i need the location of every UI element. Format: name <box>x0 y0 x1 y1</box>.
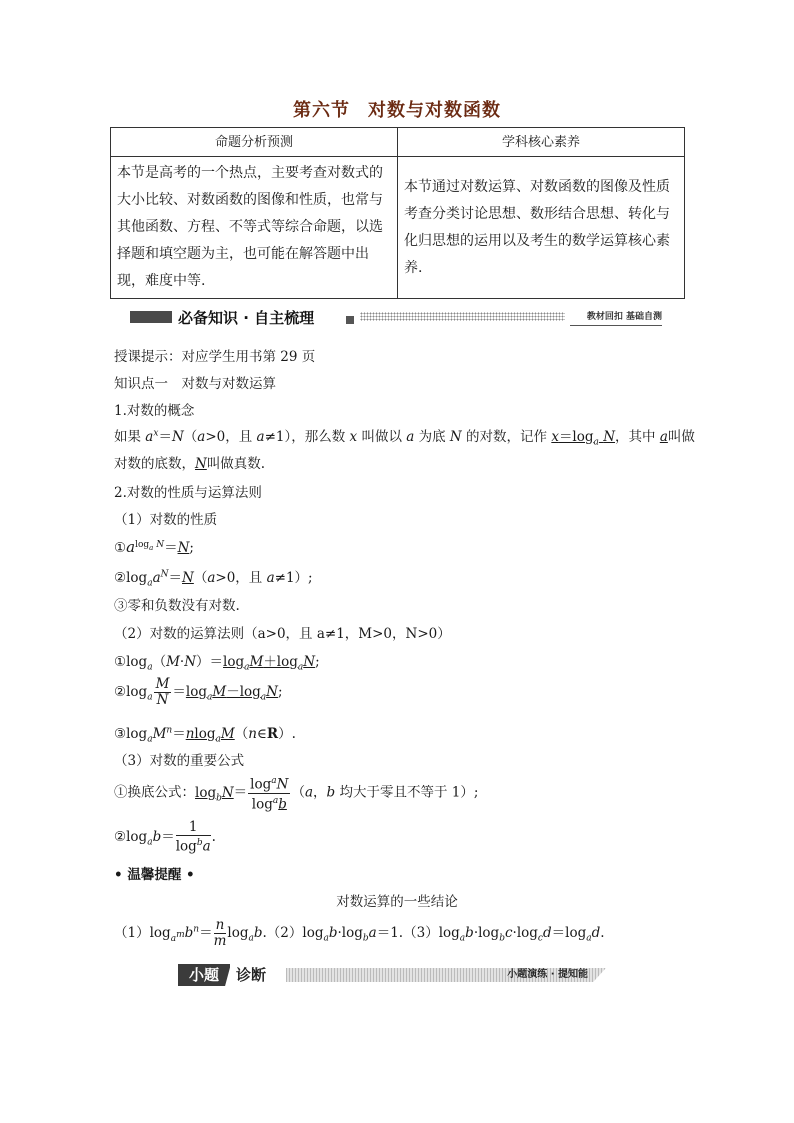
tip-heading: • 温馨提醒 • <box>114 867 195 883</box>
definition-line: 对数的底数，N叫做真数. <box>114 456 266 472</box>
diagnosis-banner <box>178 964 618 986</box>
section-topic: 对数与对数函数 <box>368 100 501 121</box>
formula: $②\log_ab=$ $\frac{1}{\log^ba}$ . <box>114 819 216 855</box>
knowledge-point-heading: 知识点一 对数与对数运算 <box>114 376 276 392</box>
formula: $①\log_a(M\cdot N)=\log_aM+\log_aN$; <box>114 654 320 673</box>
diagnosis-right: 诊断 <box>236 966 267 984</box>
subheading: 2.对数的性质与运算法则 <box>114 485 262 501</box>
paragraph: （3）对数的重要公式 <box>114 753 245 769</box>
section-number: 第六节 <box>293 100 350 121</box>
subheading: 1.对数的概念 <box>114 403 195 419</box>
table-header: 命题分析预测 <box>111 128 398 157</box>
formula: $②\log_a$ $\frac{M}{N}$ $=\log_aM-\log_aN$; <box>114 676 283 708</box>
formula: $①a^{log_a N}=N$; <box>114 538 194 556</box>
banner-dots <box>360 312 565 321</box>
intro-table <box>110 127 685 299</box>
diagnosis-subtitle: 小题演练 · 提知能 <box>507 969 588 980</box>
diagnosis-left: 小题 <box>178 964 230 986</box>
paragraph: （1）对数的性质 <box>114 512 218 528</box>
definition-line: 如果 $a^x=N(a>0$，且 a≠1），那么数 x 叫做以 a 为底 N 的对数，记作 $x=\log_a$ N，其中 a叫做 <box>114 428 695 448</box>
banner-bar <box>130 311 172 323</box>
paragraph: （2）对数的运算法则（a>0，且 a≠1，M>0，N>0） <box>114 626 451 642</box>
tip-title: 对数运算的一些结论 <box>336 894 458 910</box>
table-header: 学科核心素养 <box>398 128 685 157</box>
page-title <box>0 96 794 122</box>
formula: ①换底公式：$\log_bN=$ $\frac{\log^aN}{\log^ab}$ （a，b 均大于零且不等于 1）; <box>114 776 479 812</box>
section-banner <box>130 307 662 329</box>
hint-line: 授课提示：对应学生用书第 29 页 <box>114 349 316 365</box>
formula: $②\log_aa^N=N(a>0$，且 a≠1）; <box>114 569 313 589</box>
banner-square <box>346 316 354 324</box>
paragraph: ③零和负数没有对数. <box>114 598 240 614</box>
formula: $③\log_aM^n=nlog_aM(n\in R)$. <box>114 725 296 745</box>
table-cell: 本节通过对数运算、对数函数的图像及性质考查分类讨论思想、数形结合思想、转化与化归思想的运用以及考生的数学运算核心素养. <box>398 157 685 299</box>
formula: $(1)\log_{a^m}b^n=$ $\frac{n}{m}$ $\log_ab.(2)\log_ab\cdot\log_ba=1.(3)\log_ab\cdot\log_bc\cdot\log_cd=\log_ad$. <box>114 917 605 949</box>
banner-heading: 必备知识 · 自主梳理 <box>178 309 315 327</box>
table-cell: 本节是高考的一个热点，主要考查对数式的大小比较、对数函数的图像和性质，也常与其他函数、方程、不等式等综合命题，以选择题和填空题为主，也可能在解答题中出现，难度中等. <box>111 157 398 299</box>
banner-rule <box>570 325 662 326</box>
banner-subtitle: 教材回扣 基础自测 <box>586 312 662 322</box>
